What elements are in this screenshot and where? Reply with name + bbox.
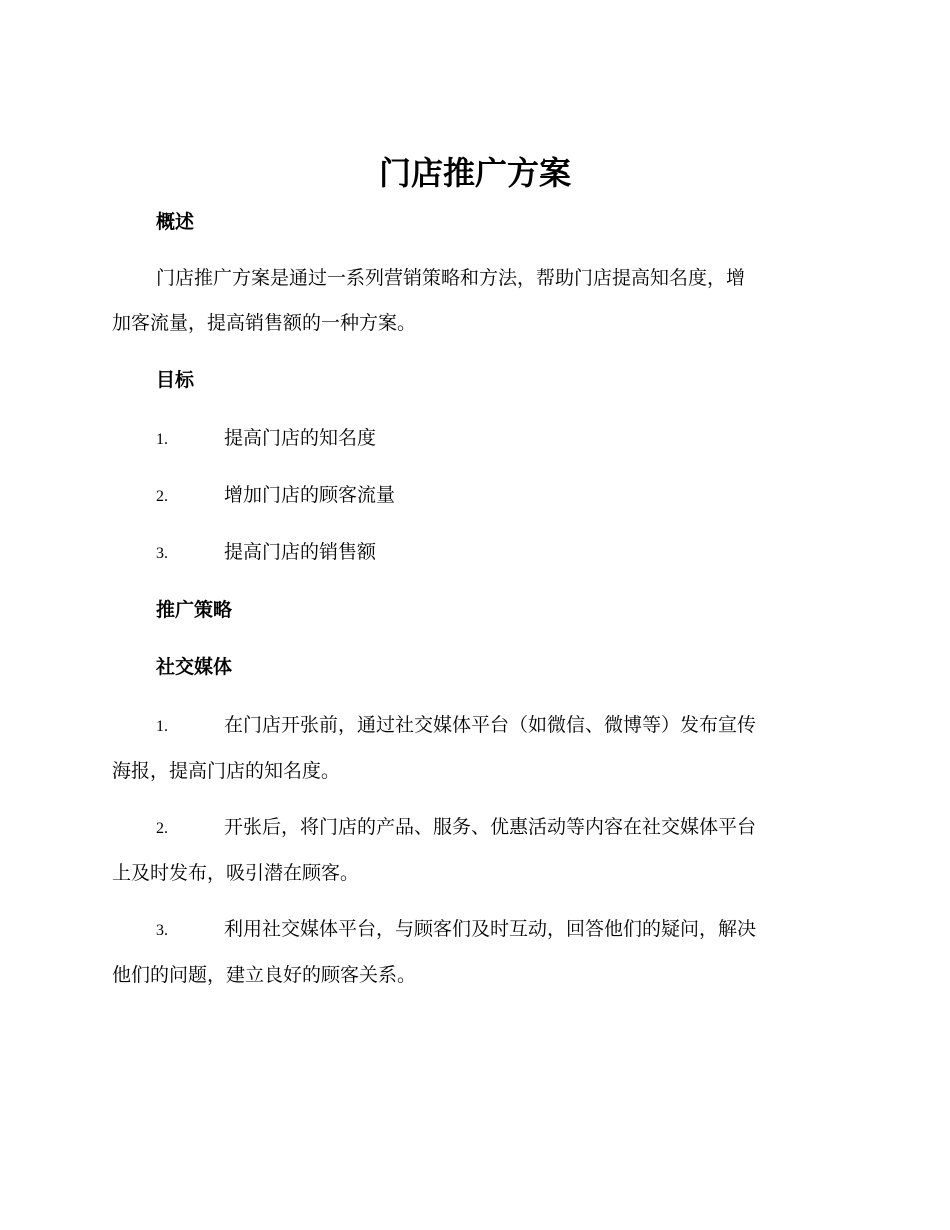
- social-item-1: [112, 703, 832, 794]
- section-heading-strategy: 推广策略: [156, 599, 233, 621]
- goal-number-2: 2.: [156, 488, 168, 505]
- goal-number-3: 3.: [156, 545, 168, 562]
- social-text-3-line-1: 利用社交媒体平台，与顾客们及时互动，回答他们的疑问，解决: [224, 918, 757, 940]
- goal-item-2: [112, 473, 832, 519]
- social-text-2-line-2: 上及时发布，吸引潜在顾客。: [112, 862, 360, 884]
- social-number-2: 2.: [156, 820, 168, 837]
- social-text-3-line-2: 他们的问题，建立良好的顾客关系。: [112, 964, 417, 986]
- social-text-2-line-1: 开张后，将门店的产品、服务、优惠活动等内容在社交媒体平台: [224, 816, 757, 838]
- social-number-1: 1.: [156, 718, 168, 735]
- goal-text-2: 增加门店的顾客流量: [224, 484, 396, 506]
- goal-text-1: 提高门店的知名度: [224, 427, 377, 449]
- document-title: 门店推广方案: [378, 154, 571, 192]
- social-number-3: 3.: [156, 922, 168, 939]
- goal-item-3: [112, 530, 832, 576]
- overview-line-1: 门店推广方案是通过一系列营销策略和方法，帮助门店提高知名度，增: [156, 267, 746, 289]
- social-text-1-line-2: 海报，提高门店的知名度。: [112, 760, 341, 782]
- social-text-1-line-1: 在门店开张前，通过社交媒体平台（如微信、微博等）发布宣传: [224, 714, 757, 736]
- section-heading-social-media: 社交媒体: [156, 656, 233, 678]
- goal-text-3: 提高门店的销售额: [224, 541, 377, 563]
- overview-line-2: 加客流量，提高销售额的一种方案。: [112, 312, 417, 334]
- social-item-3: [112, 907, 832, 998]
- goal-number-1: 1.: [156, 431, 168, 448]
- goal-item-1: [112, 416, 832, 462]
- overview-paragraph: [112, 256, 832, 346]
- social-item-2: [112, 805, 832, 896]
- section-heading-overview: 概述: [156, 211, 195, 233]
- section-heading-goals: 目标: [156, 369, 195, 391]
